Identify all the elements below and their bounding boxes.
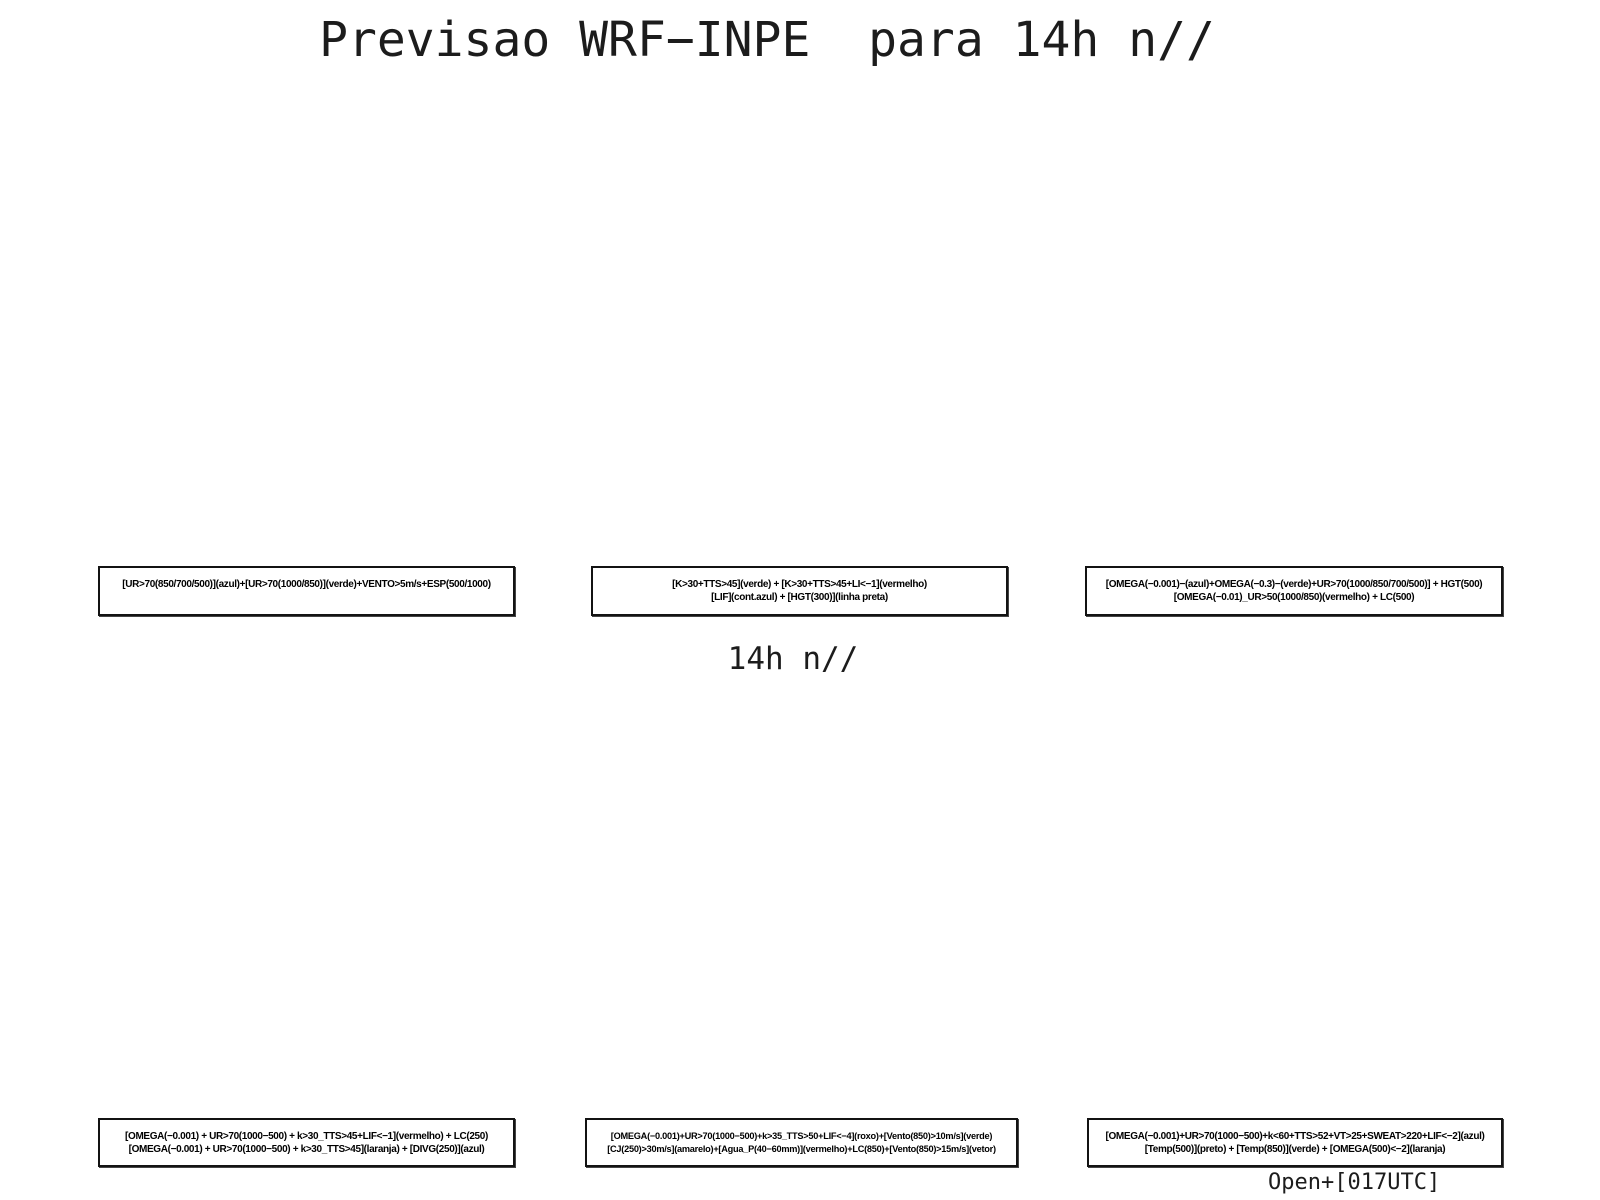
caption-line: [OMEGA(−0.001)−(azul)+OMEGA(−0.3)−(verde)+UR>70(1000/850/700/500)] + HGT(500) <box>1105 579 1483 590</box>
caption-line: [Temp(500)](preto) + [Temp(850)](verde) + [OMEGA(500)<−2](laranja) <box>1144 1143 1446 1155</box>
caption-line: [OMEGA(−0.001)+UR>70(1000−500)+k<60+TTS>52+VT>25+SWEAT>220+LIF<−2](azul) <box>1105 1130 1485 1142</box>
caption-line: [OMEGA(−0.001)+UR>70(1000−500)+k>35_TTS>50+LIF<−4](roxo)+[Vento(850)>10m/s](verde) <box>610 1130 993 1141</box>
caption-line: [K>30+TTS>45](verde) + [K>30+TTS>45+LI<−1](vermelho) <box>672 579 927 590</box>
caption-line: [UR>70(850/700/500)](azul)+[UR>70(1000/850)](verde)+VENTO>5m/s+ESP(500/1000) <box>122 578 491 590</box>
caption-box-bottom-left <box>98 1118 515 1167</box>
caption-line: [CJ(250)>30m/s](amarelo)+[Agua_P(40−60mm)](vermelho)+LC(850)+[Vento(850)>15m/s](vetor) <box>607 1143 996 1154</box>
caption-line: [LIF](cont.azul) + [HGT(300)](linha preta) <box>711 592 888 603</box>
caption-box-top-right <box>1085 566 1503 616</box>
open-utc-label: Open+[017UTC] <box>1268 1170 1441 1195</box>
caption-box-top-left <box>98 566 515 616</box>
center-time-label: 14h n// <box>727 641 859 677</box>
caption-box-top-center <box>591 566 1008 616</box>
caption-line: [OMEGA(−0.001) + UR>70(1000−500) + k>30_TTS>45+LIF<−1](vermelho) + LC(250) <box>125 1130 488 1142</box>
caption-box-bottom-center <box>585 1118 1018 1167</box>
caption-line: [OMEGA(−0.01)_UR>50(1000/850)(vermelho) + LC(500) <box>1173 592 1415 603</box>
caption-box-bottom-right <box>1087 1118 1503 1167</box>
caption-line: [OMEGA(−0.001) + UR>70(1000−500) + k>30_TTS>45](laranja) + [DIVG(250)](azul) <box>128 1143 485 1155</box>
page-title: Previsao WRF−INPE para 14h n// <box>319 12 1215 68</box>
